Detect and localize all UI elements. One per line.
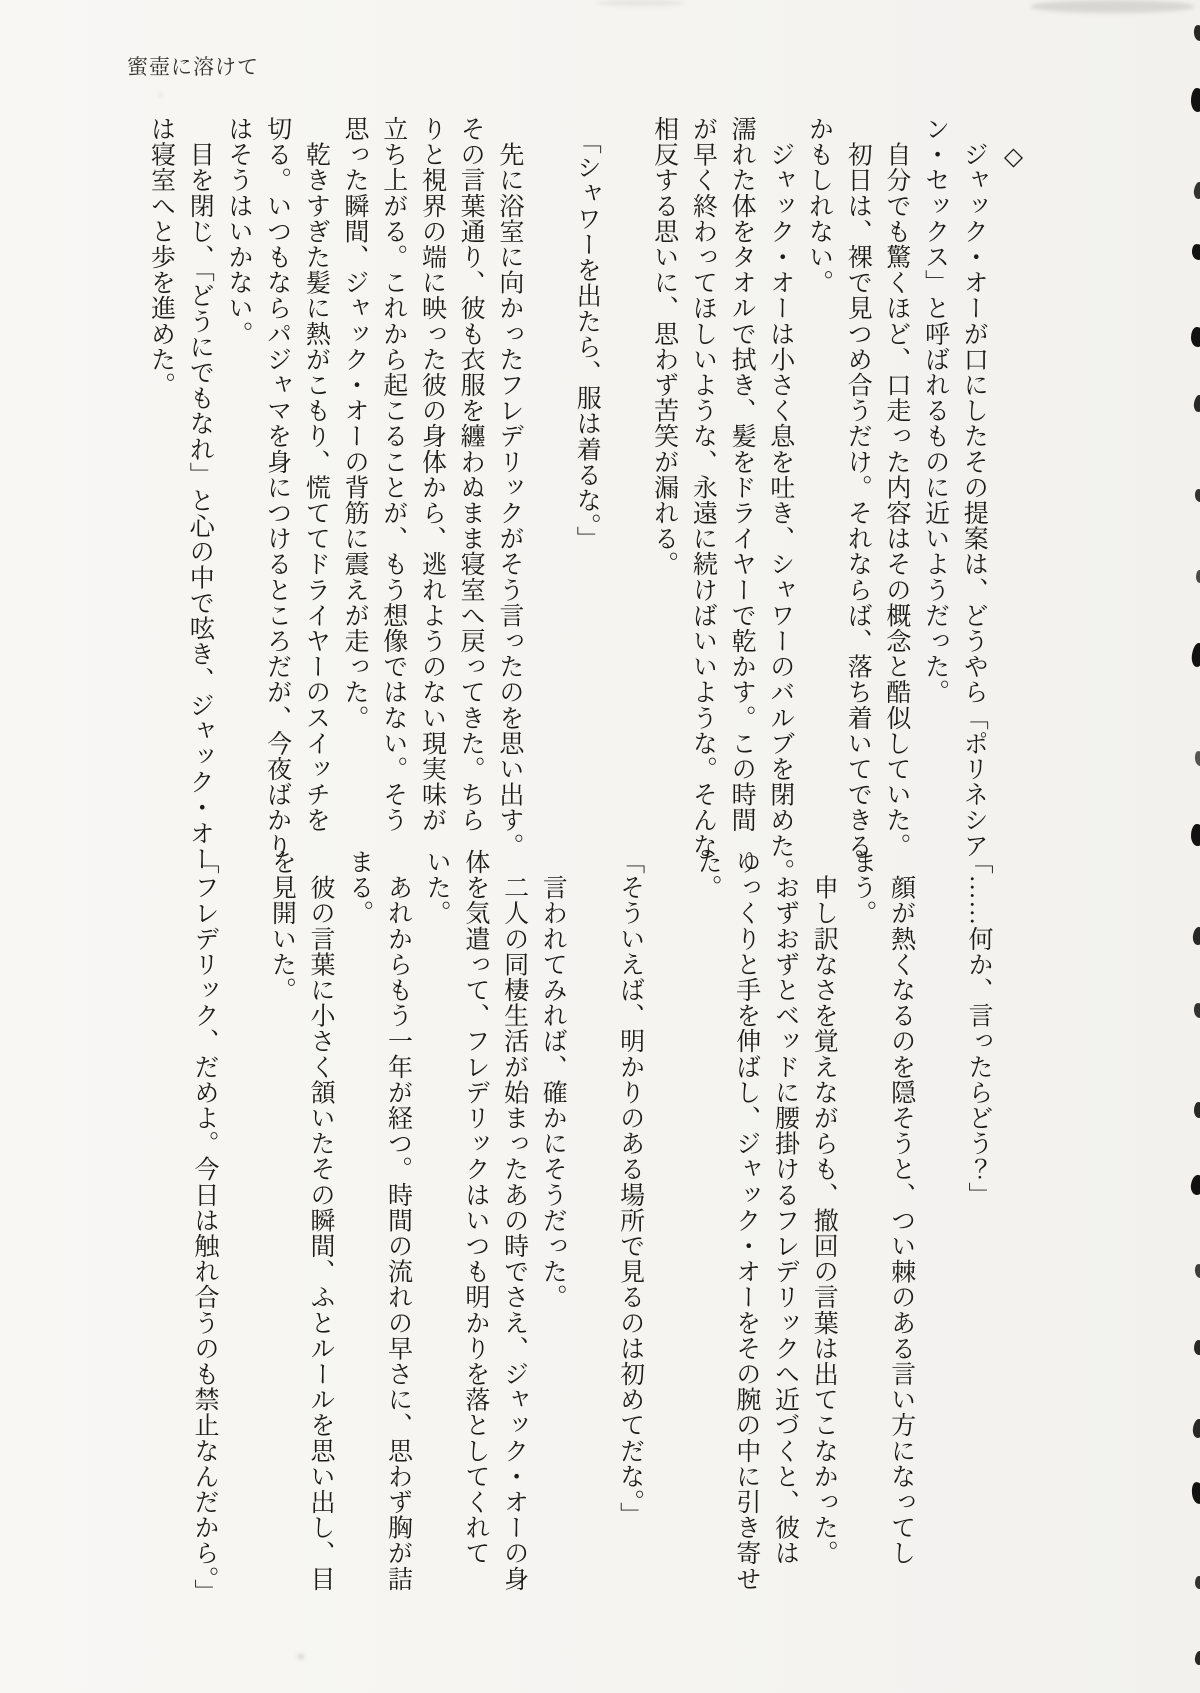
text-line: を見開いた。 xyxy=(268,849,296,1003)
text-line: ジャック・オーが口にしたその提案は、どうやら「ポリネシア xyxy=(960,116,988,859)
page-edge-mark xyxy=(1194,1102,1200,1118)
text-line: まう。 xyxy=(848,849,876,926)
text-line: 濡れた体をタオルで拭き、髪をドライヤーで乾かす。この時間 xyxy=(728,116,756,833)
blank-line xyxy=(223,849,262,1605)
text-line: 「そういえば、明かりのある場所で見るのは初めてだな。」 xyxy=(616,849,644,1528)
text-line: 「シャワーを出たら、服は着るな。」 xyxy=(573,116,601,552)
page-edge-mark xyxy=(1193,394,1200,412)
page-edge-mark xyxy=(1192,1418,1200,1438)
page-edge-mark xyxy=(1196,570,1200,583)
text-line: 顔が熱くなるのを隠そうと、つい棘のある言い方になってし xyxy=(887,849,915,1566)
page-edge-mark xyxy=(1194,488,1200,502)
blank-line xyxy=(571,849,610,1605)
text-line: 目を閉じ、「どうにでもなれ」と心の中で呟き、ジャック・オー xyxy=(186,116,214,872)
text-line: が早く終わってほしいような、永遠に続けばいいような。そんな xyxy=(689,116,717,859)
text-line: 体を気遣って、フレデリックはいつも明かりを落としてくれて xyxy=(461,849,489,1566)
scan-speck xyxy=(298,1654,304,1659)
text-line: はそうはいかない。 xyxy=(224,116,252,347)
text-line: いた。 xyxy=(423,849,451,926)
text-block-bottom xyxy=(184,849,997,1605)
blank-line xyxy=(649,849,688,1605)
page-edge-mark xyxy=(1193,1002,1200,1018)
scan-speck xyxy=(1030,0,1195,13)
page-edge-mark xyxy=(1191,88,1200,112)
text-line: 自分でも驚くほど、口走った内容はその概念と酷似していた。 xyxy=(882,116,910,859)
text-line: た。 xyxy=(694,849,722,901)
text-line: おずおずとベッドに腰掛けるフレデリックへ近づくと、彼は xyxy=(771,849,799,1566)
text-line: ン・セックス」と呼ばれるものに近いようだった。 xyxy=(921,116,949,705)
scan-speck xyxy=(158,93,163,97)
page-edge-mark xyxy=(1191,1481,1200,1504)
page-edge-mark xyxy=(1191,327,1200,347)
text-line: その言葉通り、彼も衣服を纏わぬまま寝室へ戻ってきた。ちら xyxy=(457,116,485,833)
page-edge-mark xyxy=(1194,1263,1200,1278)
text-line: 切る。いつもならパジャマを身につけるところだが、今夜ばかり xyxy=(263,116,291,859)
page-edge-mark xyxy=(1190,1174,1200,1196)
text-line: 立ち上がる。これから起こることが、もう想像ではない。そう xyxy=(379,116,407,833)
text-line: 「……何か、言ったらどう？」 xyxy=(965,849,992,1208)
text-line: ゆっくりと手を伸ばし、ジャック・オーをその腕の中に引き寄せ xyxy=(732,849,760,1592)
text-line: 言われてみれば、確かにそうだった。 xyxy=(539,849,567,1310)
text-line: まる。 xyxy=(345,849,373,926)
text-line: 二人の同棲生活が始まったあの時でさえ、ジャック・オーの身 xyxy=(500,849,528,1592)
page-edge-mark xyxy=(1194,1340,1200,1355)
page-edge-mark xyxy=(1193,24,1200,41)
text-line: あれからもう一年が経つ。時間の流れの早さに、思わず胸が詰 xyxy=(384,849,412,1592)
page-edge-mark xyxy=(1194,1650,1200,1665)
page-edge-mark xyxy=(1195,1576,1200,1589)
blank-line xyxy=(605,116,644,884)
text-line: 相反する思いに、思わず苦笑が漏れる。 xyxy=(650,116,678,577)
text-line: ジャック・オーは小さく息を吐き、シャワーのバルブを閉めた。 xyxy=(766,116,794,884)
text-line: 思った瞬間、ジャック・オーの背筋に震えが走った。 xyxy=(341,116,369,731)
text-line: 先に浴室に向かったフレデリックがそう言ったのを思い出す。 xyxy=(495,116,523,859)
text-line: は寝室へと歩を進めた。 xyxy=(147,116,175,398)
text-line: 初日は、裸で見つめ合うだけ。それならば、落ち着いてできる xyxy=(844,116,872,859)
scan-speck xyxy=(595,0,685,6)
page-edge-mark xyxy=(1192,926,1200,945)
blank-line xyxy=(528,116,567,884)
blank-line xyxy=(920,849,959,1605)
page-edge-mark xyxy=(1191,243,1200,261)
text-line: 乾きすぎた髪に熱がこもり、慌ててドライヤーのスイッチを xyxy=(302,116,330,833)
text-line: りと視界の端に映った彼の身体から、逃れようのない現実味が xyxy=(418,116,446,833)
text-block-top xyxy=(141,116,1031,884)
section-divider: ◇ xyxy=(999,116,1026,172)
text-line: 彼の言葉に小さく頷いたその瞬間、ふとルールを思い出し、目 xyxy=(307,849,335,1592)
page-edge-mark xyxy=(1190,642,1200,667)
text-line: かもしれない。 xyxy=(805,116,833,296)
page-edge-mark xyxy=(1193,181,1200,199)
page-edge-mark xyxy=(1191,824,1200,846)
text-line: 「フレデリック、だめよ。今日は触れ合うのも禁止なんだから。」 xyxy=(190,849,218,1605)
page-header-title: 蜜壺に溶けて xyxy=(127,55,259,79)
page-edge-mark xyxy=(1194,750,1200,766)
text-line: 申し訳なさを覚えながらも、撤回の言葉は出てこなかった。 xyxy=(810,849,838,1566)
